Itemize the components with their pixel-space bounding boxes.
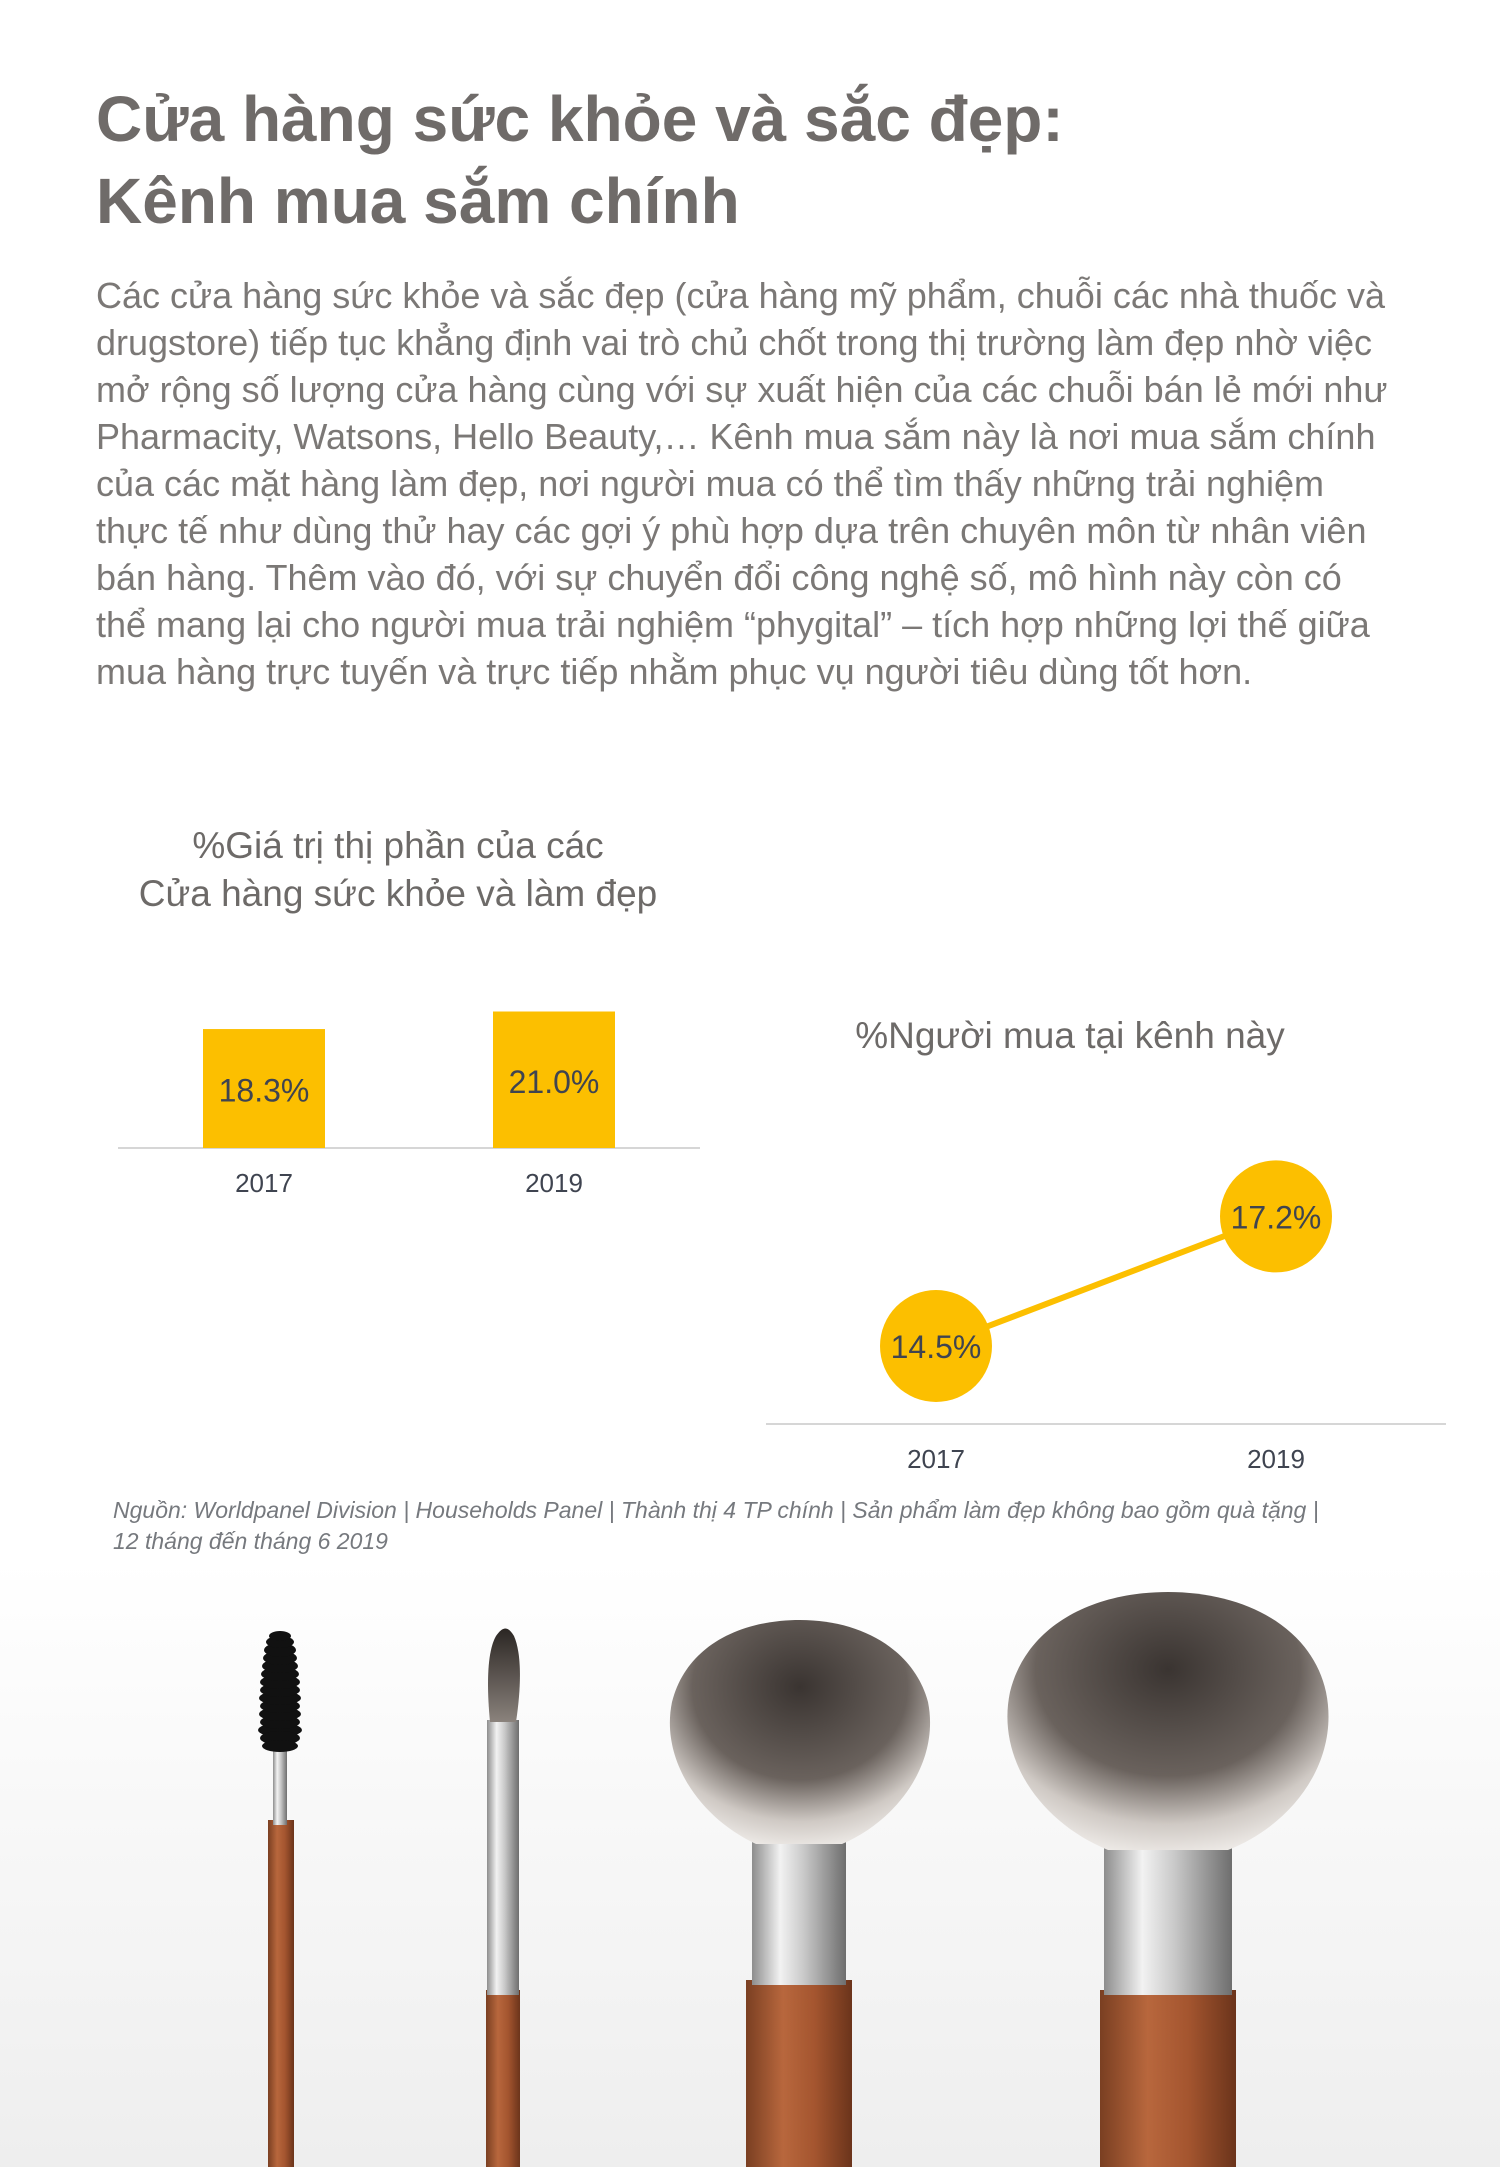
bar-value-label: 18.3% <box>218 1072 310 1109</box>
makeup-brushes-photo <box>0 1560 1500 2167</box>
source-line-2: 12 tháng đến tháng 6 2019 <box>113 1528 388 1554</box>
bar-category-label: 2019 <box>525 1168 583 1198</box>
bar-value-label: 21.0% <box>508 1063 600 1100</box>
bar-chart-title-line-2: Cửa hàng sức khỏe và làm đẹp <box>138 873 658 914</box>
line-value-label: 14.5% <box>890 1329 982 1365</box>
bar-category-label: 2017 <box>235 1168 293 1198</box>
line-category-label: 2017 <box>907 1444 965 1474</box>
intro-paragraph: Các cửa hàng sức khỏe và sắc đẹp (cửa hàng mỹ phẩm, chuỗi các nhà thuốc và drugstore) tiếp tục khẳng định vai trò chủ chốt trong thị trường làm đẹp nhờ việc mở rộng số lượng cửa hàng cùng với sự xuất hiện của các chuỗi bán lẻ mới như Pharmacity, Watsons, Hello Beauty,… Kênh mua sắm này là nơi mua sắm chính của các mặt hàng làm đẹp, nơi người mua có thể tìm thấy những trải nghiệm thực tế như dùng thử hay các gợi ý phù hợp dựa trên chuyên môn từ nhân viên bán hàng. Thêm vào đó, với sự chuyển đổi công nghệ số, mô hình này còn có thể mang lại cho người mua trải nghiệm “phygital” – tích hợp những lợi thế giữa mua hàng trực tuyến và trực tiếp nhằm phục vụ người tiêu dùng tốt hơn. <box>96 275 1388 692</box>
line-value-label: 17.2% <box>1230 1199 1322 1236</box>
source-note <box>113 1495 1443 1557</box>
title-line-1: Cửa hàng sức khỏe và sắc đẹp: <box>96 83 1064 155</box>
line-chart-title: %Người mua tại kênh này <box>855 1015 1285 1056</box>
bar-chart-title-line-1: %Giá trị thị phần của các <box>192 825 604 866</box>
line-category-label: 2019 <box>1247 1444 1305 1474</box>
source-line-1: Nguồn: Worldpanel Division | Households Panel | Thành thị 4 TP chính | Sản phẩm làm đẹp không bao gồm quà tặng | <box>113 1497 1319 1523</box>
title-line-2: Kênh mua sắm chính <box>96 165 740 237</box>
eyeshadow-brush-icon <box>486 1629 520 2167</box>
